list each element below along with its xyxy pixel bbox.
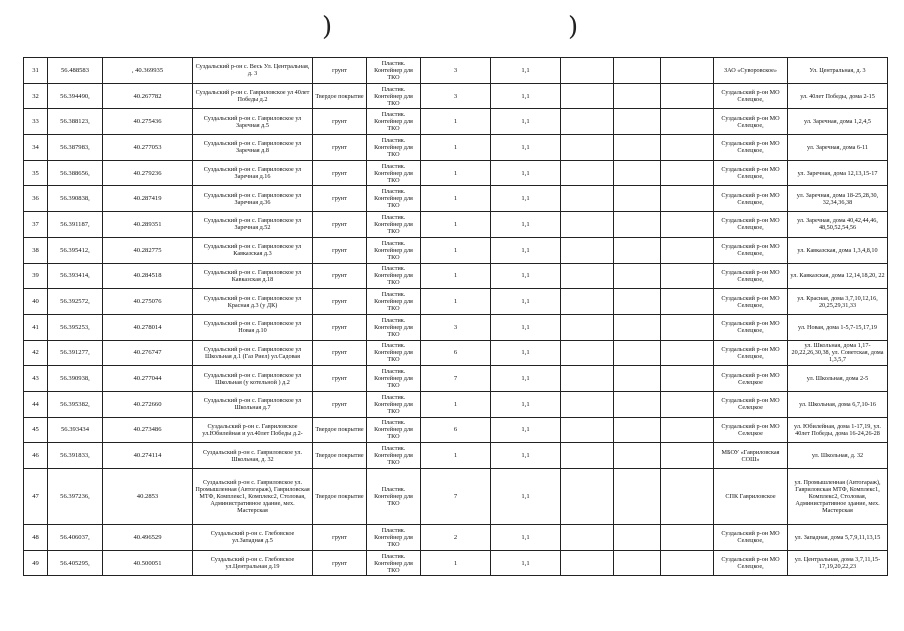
row-number: 32 xyxy=(24,83,48,109)
container-volume-cell: 1,1 xyxy=(491,469,561,525)
container-count-cell: 6 xyxy=(421,340,491,366)
address-cell: Суздальский р-он с. Гавриловское ул Красная д.3 (у ДК) xyxy=(193,289,313,315)
table-row xyxy=(24,186,888,212)
table-row xyxy=(24,391,888,417)
owner-cell: Суздальский р-он МО Селецкое, xyxy=(714,263,788,289)
surface-type-cell: Твердое покрытие xyxy=(313,83,367,109)
latitude-cell: 56.390938, xyxy=(48,366,103,392)
table-row xyxy=(24,135,888,161)
empty-cell xyxy=(614,160,661,186)
served-objects-cell: ул. Юбилейная, дома 1-17,19, ул. 40лет Победы, дома 16-24,26-28 xyxy=(788,417,888,443)
address-cell: Суздальский р-он с. Глебовское ул.Центральная д.19 xyxy=(193,550,313,576)
served-objects-cell: ул. Промышленная (Автогараж), Гавриловская МТФ, Комплекс1, Комплекс2, Столовая, Административное здание, мех. Мастерская xyxy=(788,469,888,525)
address-cell: Суздальский р-он с. Гавриловское ул Заречная д.16 xyxy=(193,160,313,186)
table-row xyxy=(24,314,888,340)
row-number: 44 xyxy=(24,391,48,417)
surface-type-cell: грунт xyxy=(313,58,367,84)
longitude-cell: 40.277053 xyxy=(103,135,193,161)
address-cell: Суздальский р-он с. Гавриловское ул Новая д.10 xyxy=(193,314,313,340)
longitude-cell: 40.267782 xyxy=(103,83,193,109)
longitude-cell: 40.282775 xyxy=(103,237,193,263)
address-cell: Суздальский р-он с. Гавриловское ул Заречная д.8 xyxy=(193,135,313,161)
latitude-cell: 56.390838, xyxy=(48,186,103,212)
row-number: 40 xyxy=(24,289,48,315)
container-count-cell: 1 xyxy=(421,109,491,135)
served-objects-cell: ул. Красная, дома 3,7,10,12,16, 20,25,29,31,33 xyxy=(788,289,888,315)
address-cell: Суздальский р-он с. Гавриловское ул. Промышленная (Автогараж), Гавриловская МТФ, Комплекс1, Комплекс2, Столовая, Административное здание, мех. Мастерская xyxy=(193,469,313,525)
owner-cell: Суздальский р-он МО Селецкое, xyxy=(714,186,788,212)
container-count-cell: 7 xyxy=(421,366,491,392)
owner-cell: Суздальский р-он МО Селецкое xyxy=(714,391,788,417)
empty-cell xyxy=(661,160,714,186)
longitude-cell: 40.276747 xyxy=(103,340,193,366)
address-cell: Суздальский р-он с. Глебовское ул.Западная д.5 xyxy=(193,525,313,551)
empty-cell xyxy=(661,109,714,135)
served-objects-cell: ул. Заречная, дома 6-11 xyxy=(788,135,888,161)
address-cell: Суздальский р-он с. Гавриловское ул.Юбилейная и ул.40лет Победы д.2- xyxy=(193,417,313,443)
container-volume-cell: 1,1 xyxy=(491,366,561,392)
owner-cell: Суздальский р-он МО Селецкое, xyxy=(714,212,788,238)
owner-cell: СПК Гавриловское xyxy=(714,469,788,525)
latitude-cell: 56.388656, xyxy=(48,160,103,186)
container-volume-cell: 1,1 xyxy=(491,443,561,469)
binder-hole-left: ) xyxy=(322,12,333,42)
empty-cell xyxy=(661,550,714,576)
longitude-cell: 40.273486 xyxy=(103,417,193,443)
empty-cell xyxy=(614,469,661,525)
table-row xyxy=(24,340,888,366)
empty-cell xyxy=(661,525,714,551)
container-type-cell: Пластик. Контейнер для ТКО xyxy=(367,550,421,576)
container-type-cell: Пластик. Контейнер для ТКО xyxy=(367,417,421,443)
empty-cell xyxy=(561,237,614,263)
longitude-cell: 40.500051 xyxy=(103,550,193,576)
latitude-cell: 56.392572, xyxy=(48,289,103,315)
row-number: 48 xyxy=(24,525,48,551)
row-number: 39 xyxy=(24,263,48,289)
container-count-cell: 1 xyxy=(421,443,491,469)
binder-hole-right: ) xyxy=(568,12,579,42)
container-volume-cell: 1,1 xyxy=(491,314,561,340)
served-objects-cell: ул. Школьная, дома 6,7,10-16 xyxy=(788,391,888,417)
row-number: 43 xyxy=(24,366,48,392)
container-type-cell: Пластик. Контейнер для ТКО xyxy=(367,237,421,263)
empty-cell xyxy=(561,109,614,135)
empty-cell xyxy=(561,135,614,161)
owner-cell: Суздальский р-он МО Селецкое, xyxy=(714,135,788,161)
container-volume-cell: 1,1 xyxy=(491,550,561,576)
empty-cell xyxy=(661,237,714,263)
container-volume-cell: 1,1 xyxy=(491,417,561,443)
surface-type-cell: Твердое покрытие xyxy=(313,417,367,443)
empty-cell xyxy=(661,314,714,340)
owner-cell: Суздальский р-он МО Селецкое, xyxy=(714,109,788,135)
empty-cell xyxy=(561,550,614,576)
row-number: 38 xyxy=(24,237,48,263)
latitude-cell: 56.488583 xyxy=(48,58,103,84)
surface-type-cell: грунт xyxy=(313,160,367,186)
container-count-cell: 1 xyxy=(421,391,491,417)
served-objects-cell: ул. Заречная, дома 12,13,15-17 xyxy=(788,160,888,186)
row-number: 31 xyxy=(24,58,48,84)
empty-cell xyxy=(614,58,661,84)
served-objects-cell: ул. Заречная, дома 40,42,44,46, 48,50,52,54,56 xyxy=(788,212,888,238)
latitude-cell: 56.391277, xyxy=(48,340,103,366)
container-type-cell: Пластик. Контейнер для ТКО xyxy=(367,443,421,469)
container-type-cell: Пластик. Контейнер для ТКО xyxy=(367,186,421,212)
empty-cell xyxy=(561,443,614,469)
empty-cell xyxy=(614,417,661,443)
table-row xyxy=(24,443,888,469)
longitude-cell: 40.278014 xyxy=(103,314,193,340)
container-type-cell: Пластик. Контейнер для ТКО xyxy=(367,135,421,161)
container-volume-cell: 1,1 xyxy=(491,83,561,109)
owner-cell: Суздальский р-он МО Селецкое, xyxy=(714,83,788,109)
empty-cell xyxy=(614,263,661,289)
container-type-cell: Пластик. Контейнер для ТКО xyxy=(367,109,421,135)
container-count-cell: 1 xyxy=(421,289,491,315)
surface-type-cell: грунт xyxy=(313,525,367,551)
empty-cell xyxy=(661,340,714,366)
owner-cell: ЗАО «Суворовское» xyxy=(714,58,788,84)
row-number: 37 xyxy=(24,212,48,238)
empty-cell xyxy=(661,83,714,109)
longitude-cell: 40.272660 xyxy=(103,391,193,417)
empty-cell xyxy=(614,340,661,366)
container-volume-cell: 1,1 xyxy=(491,109,561,135)
empty-cell xyxy=(561,263,614,289)
table-row xyxy=(24,550,888,576)
table-row xyxy=(24,109,888,135)
empty-cell xyxy=(661,391,714,417)
container-count-cell: 2 xyxy=(421,525,491,551)
address-cell: Суздальский р-он с. Гавриловское ул Заречная д.52 xyxy=(193,212,313,238)
container-count-cell: 1 xyxy=(421,212,491,238)
container-volume-cell: 1,1 xyxy=(491,58,561,84)
empty-cell xyxy=(661,263,714,289)
longitude-cell: 40.2853 xyxy=(103,469,193,525)
latitude-cell: 56.387983, xyxy=(48,135,103,161)
longitude-cell: 40.275076 xyxy=(103,289,193,315)
container-type-cell: Пластик. Контейнер для ТКО xyxy=(367,58,421,84)
table-row xyxy=(24,160,888,186)
served-objects-cell: ул. Западная, дома 5,7,9,11,13,15 xyxy=(788,525,888,551)
served-objects-cell: ул. Заречная, дома 1,2,4,5 xyxy=(788,109,888,135)
served-objects-cell: ул. 40лет Победы, дома 2-15 xyxy=(788,83,888,109)
longitude-cell: 40.289351 xyxy=(103,212,193,238)
empty-cell xyxy=(614,443,661,469)
owner-cell: Суздальский р-он МО Селецкое, xyxy=(714,289,788,315)
address-cell: Суздальский р-он с. Гавриловское ул Заречная д.36 xyxy=(193,186,313,212)
container-type-cell: Пластик. Контейнер для ТКО xyxy=(367,83,421,109)
table-row xyxy=(24,83,888,109)
empty-cell xyxy=(561,391,614,417)
container-type-cell: Пластик. Контейнер для ТКО xyxy=(367,263,421,289)
container-volume-cell: 1,1 xyxy=(491,289,561,315)
empty-cell xyxy=(561,366,614,392)
row-number: 35 xyxy=(24,160,48,186)
owner-cell: Суздальский р-он МО Селецкое, xyxy=(714,237,788,263)
table-row xyxy=(24,417,888,443)
container-type-cell: Пластик. Контейнер для ТКО xyxy=(367,525,421,551)
empty-cell xyxy=(614,525,661,551)
table-row xyxy=(24,263,888,289)
surface-type-cell: грунт xyxy=(313,186,367,212)
longitude-cell: 40.275436 xyxy=(103,109,193,135)
address-cell: Суздальский р-он с. Гавриловское ул. Школьная, д. 32 xyxy=(193,443,313,469)
container-type-cell: Пластик. Контейнер для ТКО xyxy=(367,212,421,238)
owner-cell: Суздальский р-он МО Селецкое, xyxy=(714,314,788,340)
row-number: 36 xyxy=(24,186,48,212)
served-objects-cell: Ул. Центральная, д. 3 xyxy=(788,58,888,84)
container-volume-cell: 1,1 xyxy=(491,525,561,551)
address-cell: Суздальский р-он с. Весь Ул. Центральная, д. 3 xyxy=(193,58,313,84)
longitude-cell: 40.277044 xyxy=(103,366,193,392)
surface-type-cell: грунт xyxy=(313,263,367,289)
empty-cell xyxy=(561,289,614,315)
address-cell: Суздальский р-он с. Гавриловское ул Заречная д.5 xyxy=(193,109,313,135)
surface-type-cell: грунт xyxy=(313,109,367,135)
empty-cell xyxy=(561,525,614,551)
empty-cell xyxy=(614,314,661,340)
container-count-cell: 3 xyxy=(421,58,491,84)
container-volume-cell: 1,1 xyxy=(491,340,561,366)
surface-type-cell: грунт xyxy=(313,391,367,417)
container-type-cell: Пластик. Контейнер для ТКО xyxy=(367,366,421,392)
empty-cell xyxy=(614,391,661,417)
empty-cell xyxy=(614,289,661,315)
container-count-cell: 1 xyxy=(421,550,491,576)
latitude-cell: 56.405295, xyxy=(48,550,103,576)
served-objects-cell: ул. Школьная, дома 2-5 xyxy=(788,366,888,392)
container-count-cell: 1 xyxy=(421,160,491,186)
address-cell: Суздальский р-он с. Гавриловское ул Школьная д.1 (Газ Риел) ул.Садовая xyxy=(193,340,313,366)
latitude-cell: 56.393434 xyxy=(48,417,103,443)
container-volume-cell: 1,1 xyxy=(491,212,561,238)
empty-cell xyxy=(614,550,661,576)
owner-cell: Суздальский р-он МО Селецкое, xyxy=(714,550,788,576)
latitude-cell: 56.395253, xyxy=(48,314,103,340)
empty-cell xyxy=(614,186,661,212)
table-row xyxy=(24,212,888,238)
surface-type-cell: грунт xyxy=(313,237,367,263)
owner-cell: Суздальский р-он МО Селецкое, xyxy=(714,160,788,186)
table-row xyxy=(24,469,888,525)
row-number: 45 xyxy=(24,417,48,443)
address-cell: Суздальский р-он с. Гавриловское ул 40лет Победы д.2 xyxy=(193,83,313,109)
table-row xyxy=(24,58,888,84)
container-volume-cell: 1,1 xyxy=(491,263,561,289)
row-number: 47 xyxy=(24,469,48,525)
latitude-cell: 56.393414, xyxy=(48,263,103,289)
container-count-cell: 3 xyxy=(421,314,491,340)
container-type-cell: Пластик. Контейнер для ТКО xyxy=(367,469,421,525)
longitude-cell: 40.274114 xyxy=(103,443,193,469)
longitude-cell: , 40.369935 xyxy=(103,58,193,84)
container-volume-cell: 1,1 xyxy=(491,237,561,263)
empty-cell xyxy=(614,366,661,392)
served-objects-cell: ул. Школьная, дома 1,17-20,22,26,30,38, ул. Советская, дома 1,3,5,7 xyxy=(788,340,888,366)
served-objects-cell: ул. Новая, дома 1-5,7-15,17,19 xyxy=(788,314,888,340)
empty-cell xyxy=(561,212,614,238)
container-type-cell: Пластик. Контейнер для ТКО xyxy=(367,340,421,366)
latitude-cell: 56.388123, xyxy=(48,109,103,135)
table-row xyxy=(24,366,888,392)
container-count-cell: 3 xyxy=(421,83,491,109)
served-objects-cell: ул. Заречная, дома 18-25,28,30, 32,34,36,38 xyxy=(788,186,888,212)
container-volume-cell: 1,1 xyxy=(491,391,561,417)
owner-cell: Суздальский р-он МО Селецкое xyxy=(714,366,788,392)
latitude-cell: 56.395412, xyxy=(48,237,103,263)
empty-cell xyxy=(614,237,661,263)
empty-cell xyxy=(561,58,614,84)
served-objects-cell: ул. Кавказская, дома 12,14,18,20, 22 xyxy=(788,263,888,289)
empty-cell xyxy=(614,109,661,135)
container-type-cell: Пластик. Контейнер для ТКО xyxy=(367,391,421,417)
owner-cell: МБОУ «Гавриловская СОШ» xyxy=(714,443,788,469)
empty-cell xyxy=(614,212,661,238)
container-volume-cell: 1,1 xyxy=(491,160,561,186)
longitude-cell: 40.496529 xyxy=(103,525,193,551)
latitude-cell: 56.394490, xyxy=(48,83,103,109)
container-count-cell: 1 xyxy=(421,237,491,263)
empty-cell xyxy=(561,417,614,443)
container-count-cell: 1 xyxy=(421,135,491,161)
row-number: 42 xyxy=(24,340,48,366)
container-count-cell: 7 xyxy=(421,469,491,525)
longitude-cell: 40.279236 xyxy=(103,160,193,186)
owner-cell: Суздальский р-он МО Селецкое xyxy=(714,417,788,443)
latitude-cell: 56.391833, xyxy=(48,443,103,469)
surface-type-cell: грунт xyxy=(313,212,367,238)
row-number: 34 xyxy=(24,135,48,161)
served-objects-cell: ул. Кавказская, дома 1,3,4,8,10 xyxy=(788,237,888,263)
empty-cell xyxy=(661,366,714,392)
empty-cell xyxy=(661,135,714,161)
served-objects-cell: ул. Центральная, дома 3,7,11,15-17,19,20,22,23 xyxy=(788,550,888,576)
empty-cell xyxy=(561,186,614,212)
row-number: 33 xyxy=(24,109,48,135)
table-row xyxy=(24,525,888,551)
surface-type-cell: грунт xyxy=(313,289,367,315)
empty-cell xyxy=(561,340,614,366)
longitude-cell: 40.287419 xyxy=(103,186,193,212)
address-cell: Суздальский р-он с. Гавриловское ул Кавказская д.18 xyxy=(193,263,313,289)
row-number: 46 xyxy=(24,443,48,469)
latitude-cell: 56.397236, xyxy=(48,469,103,525)
empty-cell xyxy=(614,83,661,109)
empty-cell xyxy=(661,212,714,238)
table-row xyxy=(24,289,888,315)
empty-cell xyxy=(561,160,614,186)
container-volume-cell: 1,1 xyxy=(491,186,561,212)
row-number: 41 xyxy=(24,314,48,340)
address-cell: Суздальский р-он с. Гавриловское ул Школьная (у котельной ) д.2 xyxy=(193,366,313,392)
surface-type-cell: Твердое покрытие xyxy=(313,469,367,525)
owner-cell: Суздальский р-он МО Селецкое, xyxy=(714,525,788,551)
table-row xyxy=(24,237,888,263)
longitude-cell: 40.284518 xyxy=(103,263,193,289)
served-objects-cell: ул. Школьная, д. 32 xyxy=(788,443,888,469)
row-number: 49 xyxy=(24,550,48,576)
empty-cell xyxy=(661,289,714,315)
waste-sites-table xyxy=(23,57,888,576)
container-type-cell: Пластик. Контейнер для ТКО xyxy=(367,314,421,340)
latitude-cell: 56.406037, xyxy=(48,525,103,551)
container-count-cell: 1 xyxy=(421,186,491,212)
container-type-cell: Пластик. Контейнер для ТКО xyxy=(367,160,421,186)
surface-type-cell: грунт xyxy=(313,550,367,576)
owner-cell: Суздальский р-он МО Селецкое, xyxy=(714,340,788,366)
container-type-cell: Пластик. Контейнер для ТКО xyxy=(367,289,421,315)
empty-cell xyxy=(661,443,714,469)
container-volume-cell: 1,1 xyxy=(491,135,561,161)
empty-cell xyxy=(614,135,661,161)
address-cell: Суздальский р-он с. Гавриловское ул Кавказская д.3 xyxy=(193,237,313,263)
container-count-cell: 6 xyxy=(421,417,491,443)
empty-cell xyxy=(561,83,614,109)
surface-type-cell: грунт xyxy=(313,340,367,366)
empty-cell xyxy=(661,469,714,525)
latitude-cell: 56.391187, xyxy=(48,212,103,238)
empty-cell xyxy=(561,469,614,525)
container-count-cell: 1 xyxy=(421,263,491,289)
surface-type-cell: Твердое покрытие xyxy=(313,443,367,469)
empty-cell xyxy=(661,58,714,84)
empty-cell xyxy=(561,314,614,340)
address-cell: Суздальский р-он с. Гавриловское ул Школьная д.7 xyxy=(193,391,313,417)
surface-type-cell: грунт xyxy=(313,314,367,340)
empty-cell xyxy=(661,186,714,212)
surface-type-cell: грунт xyxy=(313,135,367,161)
surface-type-cell: грунт xyxy=(313,366,367,392)
latitude-cell: 56.395382, xyxy=(48,391,103,417)
empty-cell xyxy=(661,417,714,443)
